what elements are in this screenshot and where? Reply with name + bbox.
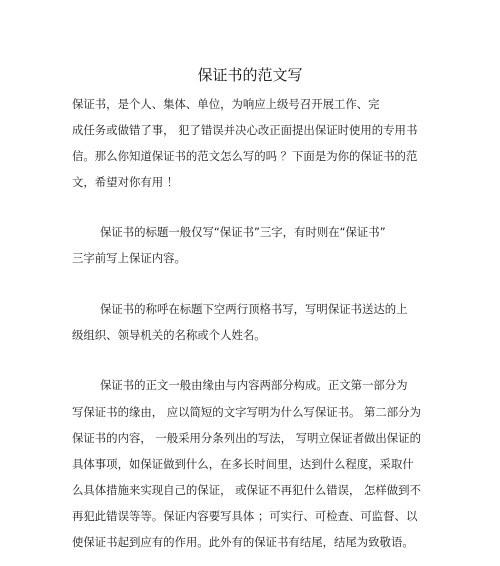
paragraph-4-line-2: 写保证书的缘由， 应以简短的文字写明为什么写保证书。 第二部分为 (72, 405, 421, 419)
paragraph-3-line-1: 保证书的称呼在标题下空两行顶格书写，写明保证书送达的上 (100, 302, 408, 316)
paragraph-4-line-6: 再犯此错误等等。保证内容要写具体 ；可实行、可检查、可监督、以 (72, 509, 418, 523)
paragraph-4-line-7: 使保证书起到应有的作用。此外有的保证书有结尾，结尾为致敬语。 (72, 535, 414, 549)
paragraph-1-line-4: 文，希望对你有用 ！ (72, 175, 179, 189)
paragraph-1-line-1: 保证书，是个人、集体、单位，为响应上级号召开展工作、完 (72, 97, 380, 111)
paragraph-2-line-2: 三字前写上保证内容。 (72, 251, 186, 265)
paragraph-4-line-4: 具体事项，如保证做到什么，在多长时间里，达到什么程度，采取什 (72, 457, 414, 471)
document-title: 保证书的范文写 (197, 66, 303, 84)
paragraph-4-line-5: 么具体措施来实现自己的保证， 或保证不再犯什么错误， 怎样做到不 (72, 483, 421, 497)
paragraph-2-line-1: 保证书的标题一般仅写“保证书”三字，有时则在“保证书” (100, 225, 386, 239)
paragraph-1-line-3: 信。那么你知道保证书的范文怎么写的吗 ？下面是为你的保证书的范 (72, 149, 418, 163)
paragraph-1-line-2: 成任务或做错了事， 犯了错误并决心改正面提出保证时使用的专用书 (72, 123, 418, 137)
paragraph-4-line-3: 保证书的内容， 一般采用分条列出的写法， 写明立保证者做出保证的 (72, 431, 421, 445)
paragraph-3-line-2: 级组织、领导机关的名称或个人姓名。 (72, 328, 266, 342)
paragraph-4-line-1: 保证书的正文一般由缘由与内容两部分构成。正文第一部分为 (100, 378, 408, 392)
